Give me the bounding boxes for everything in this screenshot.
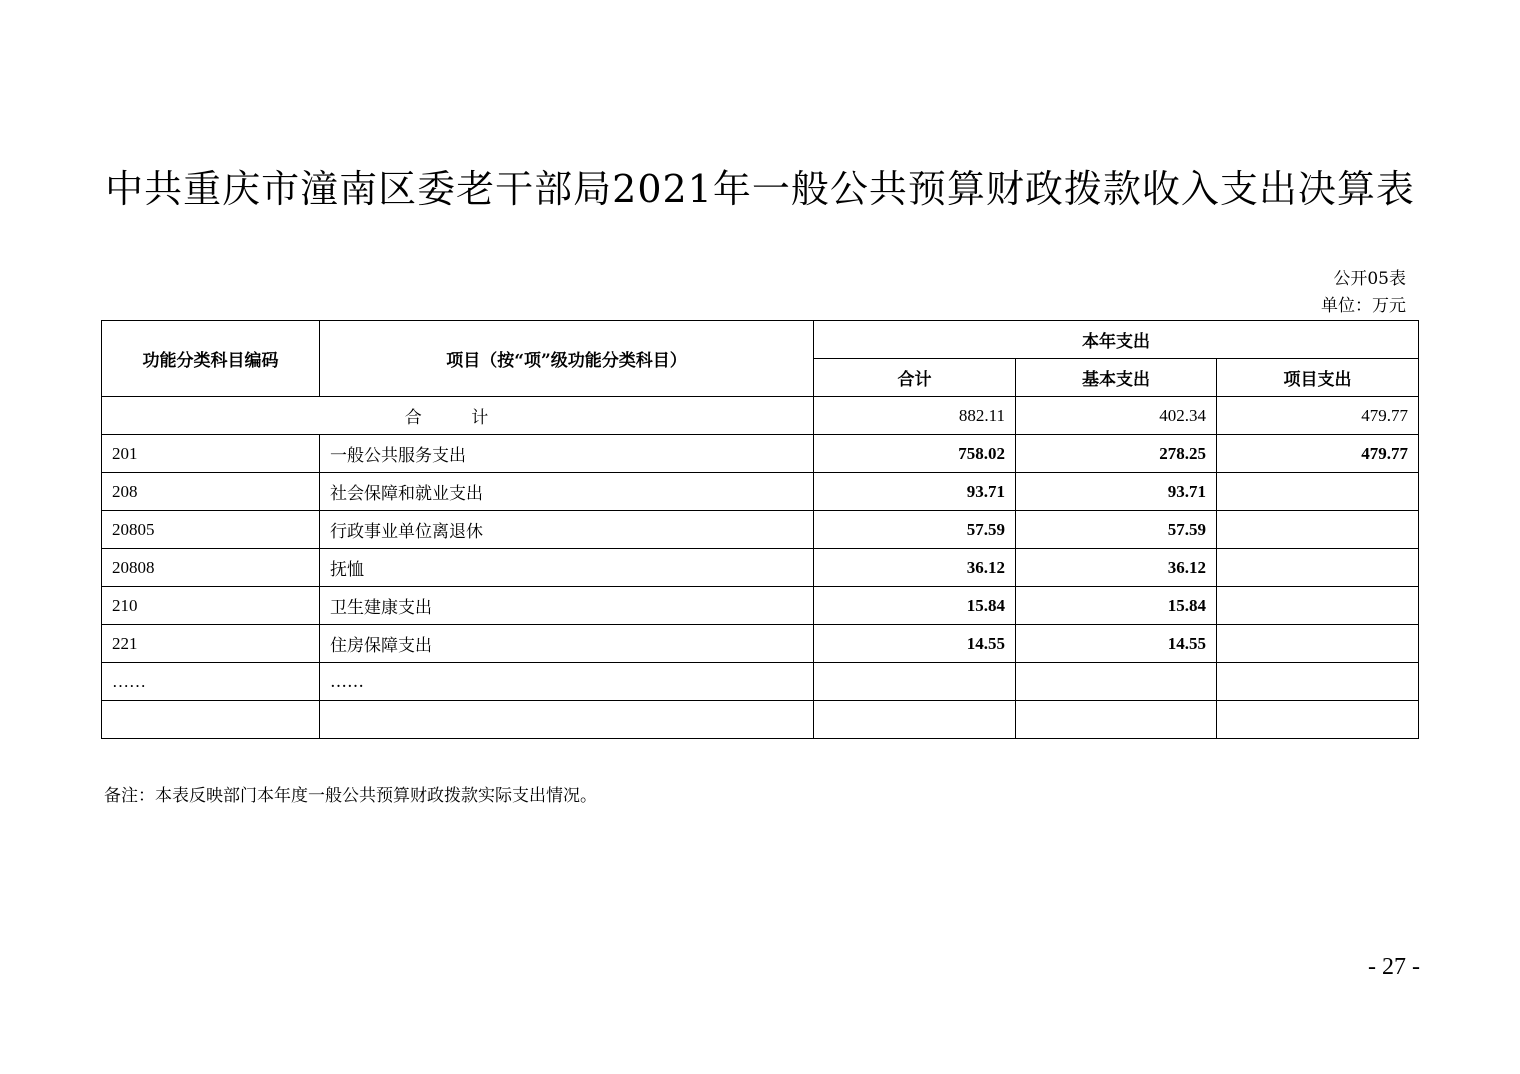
header-project: 项目支出: [1217, 359, 1419, 397]
row-basic: [1016, 663, 1217, 701]
total-row-basic: 402.34: [1016, 397, 1217, 435]
row-code: 208: [102, 473, 320, 511]
row-total: [814, 663, 1016, 701]
row-project: [1217, 625, 1419, 663]
row-code: 20805: [102, 511, 320, 549]
row-basic: 278.25: [1016, 435, 1217, 473]
row-item: 抚恤: [320, 549, 814, 587]
row-code: 20808: [102, 549, 320, 587]
row-total: 758.02: [814, 435, 1016, 473]
table-row: [102, 435, 1419, 473]
row-basic: 36.12: [1016, 549, 1217, 587]
header-year-expense: 本年支出: [814, 321, 1419, 359]
header-item: 项目（按“项”级功能分类科目）: [320, 321, 814, 397]
page-title: 中共重庆市潼南区委老干部局2021年一般公共预算财政拨款收入支出决算表: [105, 167, 1415, 211]
table-row: [102, 625, 1419, 663]
table-row: [102, 511, 1419, 549]
row-code: 210: [102, 587, 320, 625]
total-row-total: 882.11: [814, 397, 1016, 435]
row-code: 221: [102, 625, 320, 663]
total-row-label: 合 计: [102, 397, 814, 435]
page-number: - 27 -: [1368, 954, 1420, 980]
row-item: 卫生建康支出: [320, 587, 814, 625]
table-row: [102, 473, 1419, 511]
row-item: 行政事业单位离退休: [320, 511, 814, 549]
row-project: [1217, 549, 1419, 587]
row-basic: 14.55: [1016, 625, 1217, 663]
row-item: [320, 701, 814, 739]
row-item: ……: [320, 663, 814, 701]
table-row: [102, 663, 1419, 701]
table-note: 备注：本表反映部门本年度一般公共预算财政拨款实际支出情况。: [104, 786, 597, 806]
row-total: 14.55: [814, 625, 1016, 663]
row-basic: 15.84: [1016, 587, 1217, 625]
total-row: [102, 397, 1419, 435]
row-basic: 93.71: [1016, 473, 1217, 511]
row-total: 15.84: [814, 587, 1016, 625]
table-row: [102, 587, 1419, 625]
budget-table: [101, 320, 1419, 739]
row-basic: [1016, 701, 1217, 739]
row-project: [1217, 701, 1419, 739]
row-total: 93.71: [814, 473, 1016, 511]
unit-label: 单位：万元: [1321, 296, 1406, 316]
row-item: 一般公共服务支出: [320, 435, 814, 473]
header-code: 功能分类科目编码: [102, 321, 320, 397]
row-item: 住房保障支出: [320, 625, 814, 663]
row-basic: 57.59: [1016, 511, 1217, 549]
row-total: 57.59: [814, 511, 1016, 549]
row-code: 201: [102, 435, 320, 473]
row-project: 479.77: [1217, 435, 1419, 473]
row-code: ……: [102, 663, 320, 701]
row-project: [1217, 663, 1419, 701]
row-total: [814, 701, 1016, 739]
row-item: 社会保障和就业支出: [320, 473, 814, 511]
row-project: [1217, 511, 1419, 549]
row-code: [102, 701, 320, 739]
header-basic: 基本支出: [1016, 359, 1217, 397]
row-total: 36.12: [814, 549, 1016, 587]
row-project: [1217, 587, 1419, 625]
table-code: 公开05表: [1333, 269, 1406, 289]
total-row-project: 479.77: [1217, 397, 1419, 435]
table-row: [102, 701, 1419, 739]
header-total: 合计: [814, 359, 1016, 397]
table-row: [102, 549, 1419, 587]
row-project: [1217, 473, 1419, 511]
